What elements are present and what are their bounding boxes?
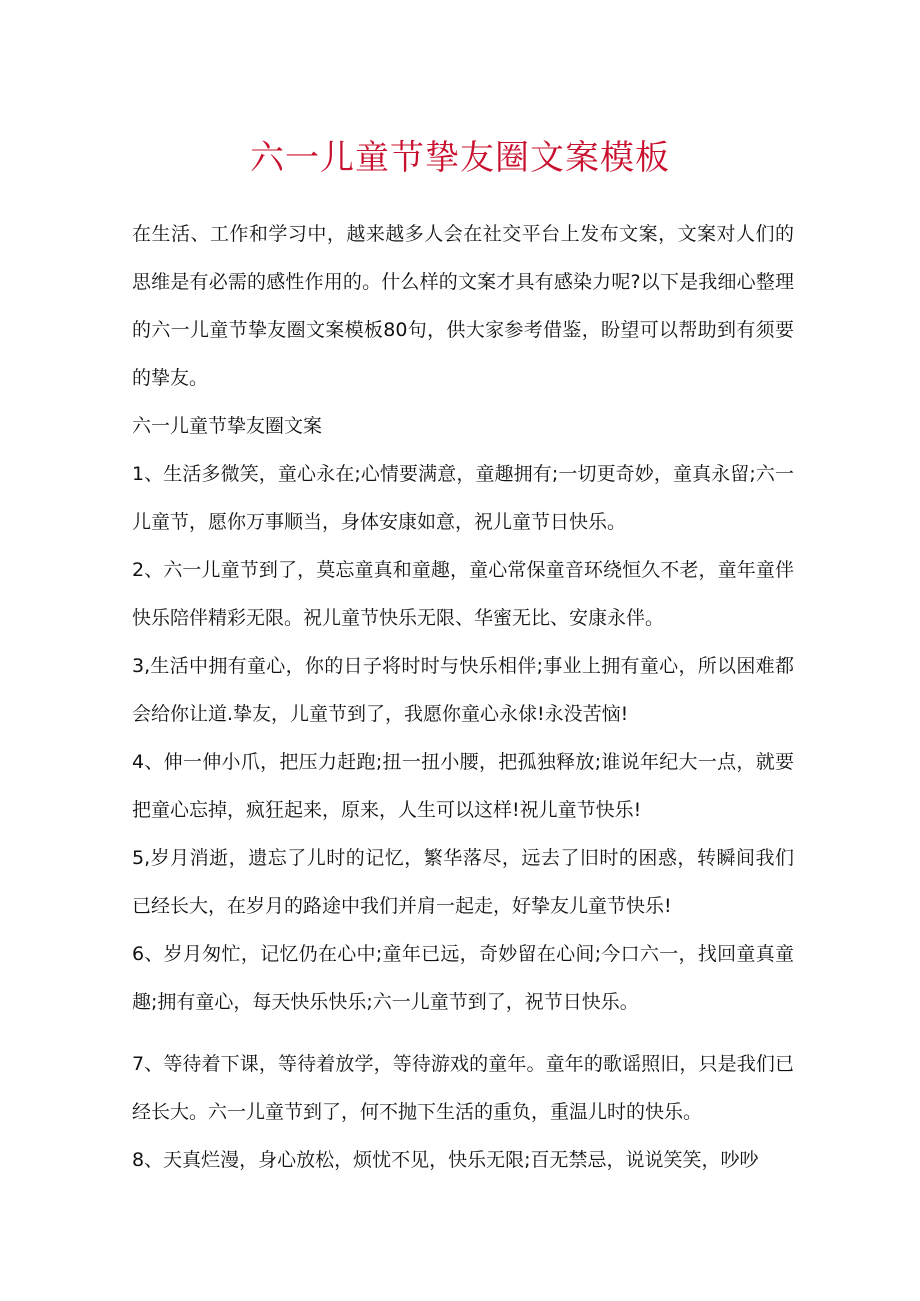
list-item: 2、六一儿童节到了，莫忘童真和童趣，童心常保童音环绕恒久不老，童年童伴快乐陪伴精彩无限。祝儿童节快乐无限、华蜜无比、安康永伴。 bbox=[132, 559, 794, 629]
intro-paragraph: 在生活、工作和学习中，越来越多人会在社交平台上发布文案，文案对人们的思维是有必需的感性作用的。什么样的文案才具有感染力呢?以下是我细心整理的六一儿童节挚友圈文案模板80句，供大家参考借鉴，盼望可以帮助到有须要的挚友。 bbox=[132, 223, 794, 389]
document-body bbox=[132, 210, 794, 1184]
section-heading: 六一儿童节挚友圈文案 bbox=[132, 415, 323, 437]
document-title: 六一儿童节挚友圈文案模板 bbox=[250, 138, 670, 178]
list-item: 8、天真烂漫，身心放松，烦忧不见，快乐无限;百无禁忌，说说笑笑，吵吵 bbox=[132, 1149, 759, 1171]
list-item: 4、伸一伸小爪，把压力赶跑;扭一扭小腰，把孤独释放;谁说年纪大一点，就要把童心忘掉，疯狂起来，原来，人生可以这样!祝儿童节快乐! bbox=[132, 751, 794, 821]
list-item: 6、岁月匆忙，记忆仍在心中;童年已远，奇妙留在心间;今口六一，找回童真童趣;拥有童心，每天快乐快乐;六一儿童节到了，祝节日快乐。 bbox=[132, 943, 794, 1013]
list-item: 7、等待着下课，等待着放学，等待游戏的童年。童年的歌谣照旧，只是我们已经长大。六一儿童节到了，何不抛下生活的重负，重温儿时的快乐。 bbox=[132, 1053, 794, 1123]
list-item: 5,岁月消逝，遗忘了儿时的记忆，繁华落尽，远去了旧时的困惑，转瞬间我们已经长大，在岁月的路途中我们并肩一起走，好挚友儿童节快乐! bbox=[132, 847, 794, 917]
list-item: 3,生活中拥有童心，你的日子将时时与快乐相伴;事业上拥有童心，所以困难都会给你让道.挚友，儿童节到了，我愿你童心永俅!永没苦恼! bbox=[132, 655, 794, 725]
list-item: 1、生活多微笑，童心永在;心情要满意，童趣拥有;一切更奇妙，童真永留;六一儿童节，愿你万事顺当，身体安康如意，祝儿童节日快乐。 bbox=[132, 463, 794, 533]
